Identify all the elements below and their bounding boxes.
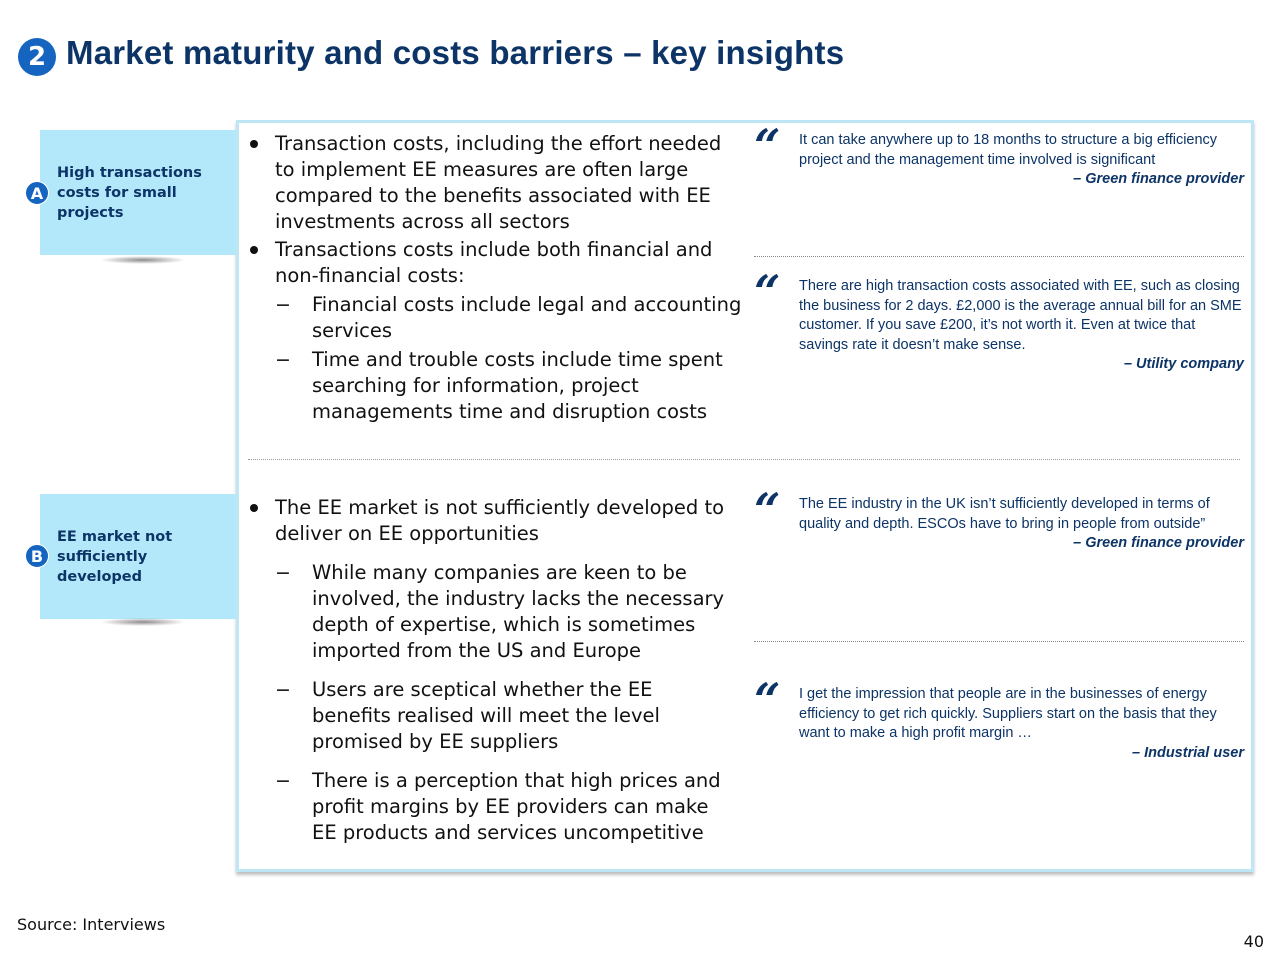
- section-divider: [248, 459, 1240, 460]
- quote-block: [754, 673, 1244, 761]
- section-a-badge: A: [25, 181, 49, 205]
- quote-text: The EE industry in the UK isn’t sufficiently developed in terms of quality and depth. ESCOs have to bring in people from outside”: [799, 496, 1210, 532]
- quote-attribution: – Utility company: [1123, 356, 1244, 372]
- section-number-badge: 2: [18, 38, 56, 76]
- section-b-label-box: [40, 494, 236, 619]
- section-a-bullets: [246, 131, 746, 425]
- section-a-shadow: [100, 256, 186, 264]
- sub-bullet-item: − There is a perception that high prices and profit margins by EE providers can make EE products and services uncompetitive: [246, 768, 726, 846]
- bullet-item: Transaction costs, including the effort needed to implement EE measures are often large compared to the benefits associated with EE investments across all sectors: [246, 131, 746, 235]
- section-b-badge: B: [25, 544, 49, 568]
- quote-mark-icon: “: [754, 265, 781, 319]
- quote-block: [754, 119, 1244, 187]
- quote-attribution: – Green finance provider: [1073, 535, 1244, 551]
- quote-mark-icon: “: [754, 483, 781, 537]
- section-b-bullets: [246, 495, 726, 846]
- source-note: Source: Interviews: [17, 915, 166, 934]
- sub-bullet-item: − Time and trouble costs include time spent searching for information, project managements time and disruption costs: [246, 347, 746, 425]
- quote-text: I get the impression that people are in the businesses of energy efficiency to get rich quickly. Suppliers start on the basis that they want to make a high profit margin …: [799, 686, 1217, 741]
- bullet-item: Transactions costs include both financial and non-financial costs:: [246, 237, 746, 289]
- quote-text: There are high transaction costs associated with EE, such as closing the business for 2 days. £2,000 is the average annual bill for an SME customer. If you save £200, it’s not worth it. Even at twice that savings rate it doesn’t make sense.: [799, 278, 1242, 353]
- section-b-shadow: [100, 618, 186, 626]
- sub-bullet-item: − Financial costs include legal and accounting services: [246, 292, 746, 344]
- page-title: Market maturity and costs barriers – key insights: [66, 34, 845, 71]
- section-b-label: EE market not sufficiently developed: [57, 528, 173, 585]
- sub-bullet-item: − While many companies are keen to be involved, the industry lacks the necessary depth of expertise, which is sometimes imported from the US and Europe: [246, 560, 726, 664]
- quote-divider: [754, 256, 1244, 257]
- quote-divider: [754, 641, 1244, 642]
- quote-attribution: – Green finance provider: [1073, 171, 1244, 187]
- quote-block: [754, 265, 1244, 372]
- bullet-item: The EE market is not sufficiently developed to deliver on EE opportunities: [246, 495, 726, 547]
- page-number: 40: [1243, 932, 1264, 951]
- sub-bullet-item: − Users are sceptical whether the EE benefits realised will meet the level promised by EE suppliers: [246, 677, 726, 755]
- quote-mark-icon: “: [754, 673, 781, 727]
- quote-text: It can take anywhere up to 18 months to structure a big efficiency project and the management time involved is significant: [799, 132, 1218, 168]
- quote-block: [754, 483, 1244, 551]
- quote-mark-icon: “: [754, 119, 781, 173]
- section-a-label: High transactions costs for small projects: [57, 164, 202, 221]
- quote-attribution: – Industrial user: [1131, 744, 1244, 761]
- section-a-label-box: [40, 130, 236, 255]
